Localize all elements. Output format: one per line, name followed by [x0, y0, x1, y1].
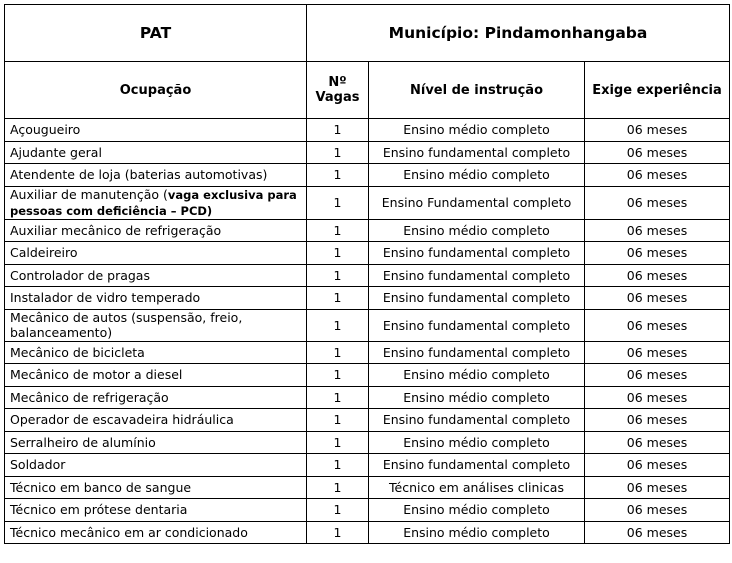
table-row	[5, 431, 730, 454]
cell-experience: 06 meses	[585, 164, 730, 187]
cell-education: Ensino médio completo	[369, 521, 585, 544]
cell-experience: 06 meses	[585, 341, 730, 364]
cell-vagas: 1	[307, 431, 369, 454]
cell-education: Ensino médio completo	[369, 164, 585, 187]
cell-experience: 06 meses	[585, 364, 730, 387]
municipality-title: Município: Pindamonhangaba	[307, 5, 730, 62]
cell-occupation	[5, 242, 307, 265]
occupation-text: Técnico mecânico em ar condicionado	[10, 524, 248, 540]
cell-vagas: 1	[307, 409, 369, 432]
table-row	[5, 386, 730, 409]
col-header-vagas: Nº Vagas	[307, 62, 369, 119]
occupation-text: Controlador de pragas	[10, 267, 150, 283]
table-row	[5, 164, 730, 187]
occupation-text: Técnico em banco de sangue	[10, 479, 192, 495]
cell-vagas: 1	[307, 141, 369, 164]
cell-experience: 06 meses	[585, 309, 730, 341]
occupation-text: Soldador	[10, 457, 66, 473]
cell-occupation	[5, 476, 307, 499]
cell-occupation	[5, 499, 307, 522]
cell-education: Ensino fundamental completo	[369, 264, 585, 287]
cell-education: Ensino fundamental completo	[369, 309, 585, 341]
cell-occupation	[5, 409, 307, 432]
cell-experience: 06 meses	[585, 476, 730, 499]
cell-vagas: 1	[307, 219, 369, 242]
table-row	[5, 364, 730, 387]
occupation-pcd-note: vaga exclusiva para pessoas com deficiência – PCD)	[10, 187, 297, 218]
cell-vagas: 1	[307, 454, 369, 477]
cell-vagas: 1	[307, 242, 369, 265]
cell-experience: 06 meses	[585, 454, 730, 477]
table-row	[5, 476, 730, 499]
col-header-occupation: Ocupação	[5, 62, 307, 119]
cell-education: Técnico em análises clinicas	[369, 476, 585, 499]
cell-experience: 06 meses	[585, 219, 730, 242]
cell-education: Ensino médio completo	[369, 499, 585, 522]
cell-education: Ensino fundamental completo	[369, 287, 585, 310]
cell-experience: 06 meses	[585, 186, 730, 219]
occupation-text: Auxiliar de manutenção (	[10, 186, 168, 202]
cell-experience: 06 meses	[585, 119, 730, 142]
occupation-text: Ajudante geral	[10, 144, 102, 160]
cell-occupation	[5, 186, 307, 219]
cell-experience: 06 meses	[585, 264, 730, 287]
table-row	[5, 287, 730, 310]
table-row	[5, 119, 730, 142]
occupation-text: Serralheiro de alumínio	[10, 434, 156, 450]
cell-occupation	[5, 521, 307, 544]
cell-experience: 06 meses	[585, 287, 730, 310]
cell-occupation	[5, 164, 307, 187]
cell-education: Ensino fundamental completo	[369, 409, 585, 432]
occupation-text: Mecânico de bicicleta	[10, 344, 145, 360]
cell-vagas: 1	[307, 364, 369, 387]
cell-education: Ensino médio completo	[369, 119, 585, 142]
cell-education: Ensino Fundamental completo	[369, 186, 585, 219]
cell-education: Ensino médio completo	[369, 386, 585, 409]
occupation-text: Técnico em prótese dentaria	[10, 502, 188, 518]
table-title-row	[5, 5, 730, 62]
cell-education: Ensino fundamental completo	[369, 141, 585, 164]
cell-education: Ensino fundamental completo	[369, 454, 585, 477]
cell-occupation	[5, 454, 307, 477]
cell-vagas: 1	[307, 264, 369, 287]
cell-occupation	[5, 219, 307, 242]
col-header-education: Nível de instrução	[369, 62, 585, 119]
cell-occupation	[5, 431, 307, 454]
cell-vagas: 1	[307, 341, 369, 364]
col-header-experience: Exige experiência	[585, 62, 730, 119]
cell-vagas: 1	[307, 309, 369, 341]
cell-occupation	[5, 341, 307, 364]
table-body	[5, 119, 730, 544]
cell-education: Ensino médio completo	[369, 219, 585, 242]
cell-experience: 06 meses	[585, 409, 730, 432]
table-header-row	[5, 62, 730, 119]
cell-experience: 06 meses	[585, 242, 730, 265]
occupation-text: Mecânico de autos (suspensão, freio, balanceamento)	[10, 310, 243, 340]
cell-experience: 06 meses	[585, 499, 730, 522]
table-row	[5, 499, 730, 522]
cell-vagas: 1	[307, 499, 369, 522]
occupation-text: Atendente de loja (baterias automotivas)	[10, 167, 268, 183]
cell-vagas: 1	[307, 119, 369, 142]
occupation-text: Mecânico de motor a diesel	[10, 367, 183, 383]
cell-occupation	[5, 141, 307, 164]
cell-vagas: 1	[307, 521, 369, 544]
occupation-text: Caldeireiro	[10, 245, 78, 261]
cell-vagas: 1	[307, 287, 369, 310]
cell-education: Ensino fundamental completo	[369, 242, 585, 265]
occupation-text: Instalador de vidro temperado	[10, 290, 201, 306]
table-row	[5, 242, 730, 265]
table-row	[5, 454, 730, 477]
occupation-text: Auxiliar mecânico de refrigeração	[10, 222, 222, 238]
table-row	[5, 186, 730, 219]
cell-vagas: 1	[307, 386, 369, 409]
cell-occupation	[5, 287, 307, 310]
table-row	[5, 409, 730, 432]
cell-occupation	[5, 264, 307, 287]
cell-vagas: 1	[307, 186, 369, 219]
cell-occupation	[5, 309, 307, 341]
cell-vagas: 1	[307, 476, 369, 499]
cell-occupation	[5, 386, 307, 409]
table-row	[5, 521, 730, 544]
table-row	[5, 264, 730, 287]
table-row	[5, 141, 730, 164]
table-row	[5, 341, 730, 364]
occupation-text: Açougueiro	[10, 122, 81, 138]
cell-occupation	[5, 119, 307, 142]
job-vacancies-table	[4, 4, 730, 544]
cell-vagas: 1	[307, 164, 369, 187]
table-row	[5, 219, 730, 242]
occupation-text: Operador de escavadeira hidráulica	[10, 412, 234, 428]
occupation-text: Mecânico de refrigeração	[10, 389, 169, 405]
cell-experience: 06 meses	[585, 521, 730, 544]
cell-education: Ensino médio completo	[369, 364, 585, 387]
cell-experience: 06 meses	[585, 386, 730, 409]
table-row	[5, 309, 730, 341]
cell-experience: 06 meses	[585, 431, 730, 454]
pat-title: PAT	[5, 5, 307, 62]
cell-experience: 06 meses	[585, 141, 730, 164]
cell-education: Ensino médio completo	[369, 431, 585, 454]
cell-occupation	[5, 364, 307, 387]
cell-education: Ensino fundamental completo	[369, 341, 585, 364]
